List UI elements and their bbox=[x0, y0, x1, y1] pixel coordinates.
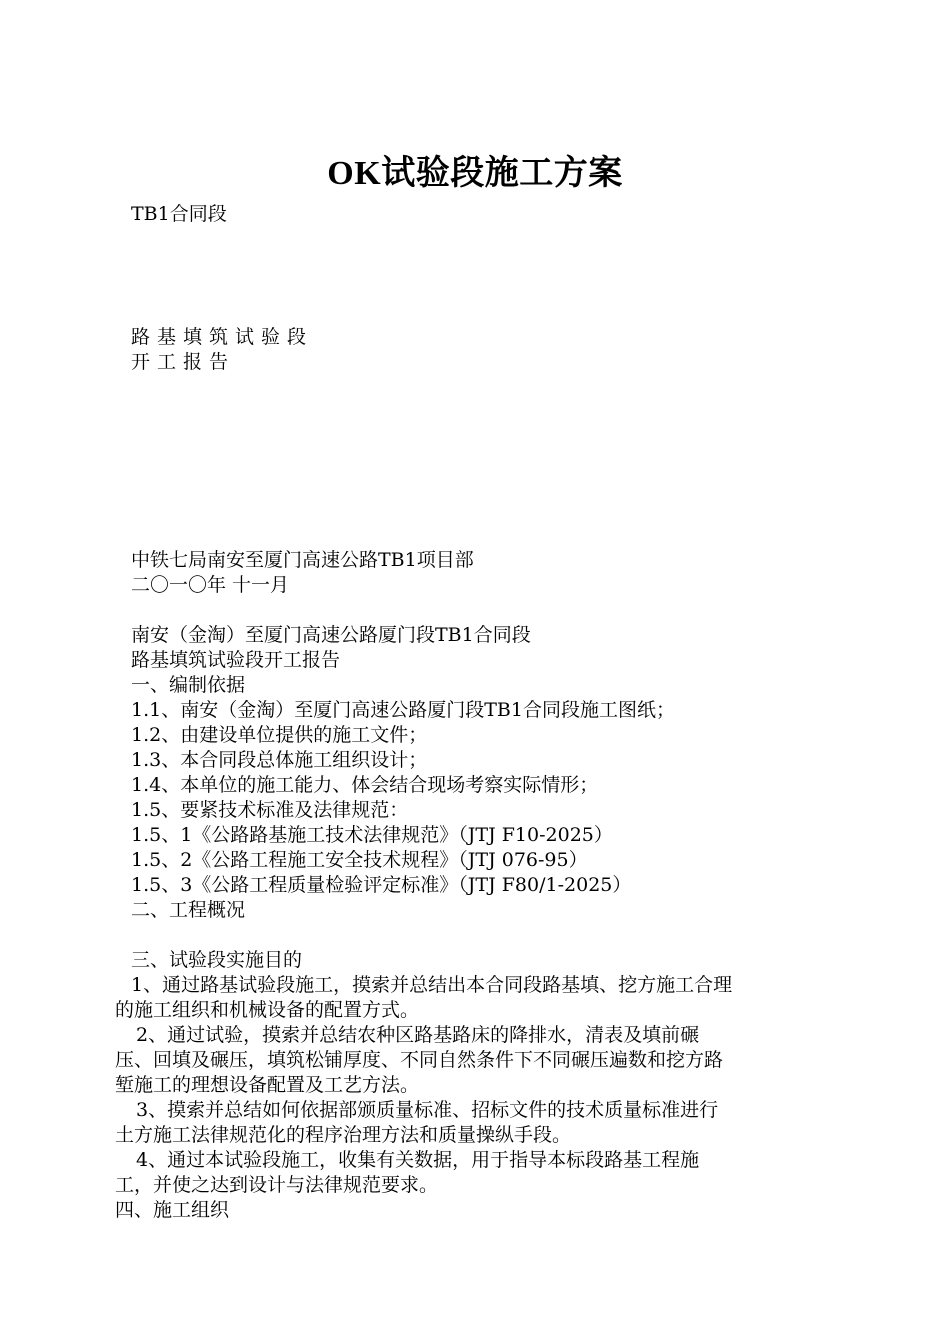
section4-heading: 四、施工组织 bbox=[115, 1199, 230, 1221]
section3-paragraph-1 bbox=[115, 973, 835, 1023]
paragraph-line: 4、通过本试验段施工，收集有关数据，用于指导本标段路基工程施 bbox=[136, 1149, 700, 1171]
report-heading-line1: 南安（金淘）至厦门高速公路厦门段TB1合同段 bbox=[131, 624, 531, 646]
section3-paragraph-4 bbox=[115, 1148, 835, 1198]
paragraph-line: 土方施工法律规范化的程序治理方法和质量操纵手段。 bbox=[115, 1124, 572, 1146]
paragraph-line: 1、通过路基试验段施工，摸索并总结出本合同段路基填、挖方施工合理 bbox=[131, 974, 733, 996]
cover-title-line2: 开工报告 bbox=[131, 351, 236, 373]
section1-item: 1.2、由建设单位提供的施工文件； bbox=[131, 724, 428, 746]
section1-item: 1.5、要紧技术标准及法律规范： bbox=[131, 799, 409, 821]
section3-paragraph-2 bbox=[115, 1023, 835, 1098]
paragraph-line: 2、通过试验，摸索并总结农种区路基路床的降排水，清表及填前碾 bbox=[136, 1024, 700, 1046]
organization: 中铁七局南安至厦门高速公路TB1项目部 bbox=[131, 549, 474, 571]
document-title: OK试验段施工方案 bbox=[327, 155, 623, 192]
section1-item: 1.5、1《公路路基施工技术法律规范》（JTJ F10-2025） bbox=[131, 824, 613, 846]
section1-item: 1.5、2《公路工程施工安全技术规程》（JTJ 076-95） bbox=[131, 849, 588, 871]
section1-heading: 一、编制依据 bbox=[131, 674, 246, 696]
cover-title-line1: 路基填筑试验段 bbox=[131, 326, 314, 348]
report-date: 二〇一〇年 十一月 bbox=[131, 574, 290, 596]
section3-paragraph-3 bbox=[115, 1098, 835, 1148]
paragraph-line: 堑施工的理想设备配置及工艺方法。 bbox=[115, 1074, 420, 1096]
section2-heading: 二、工程概况 bbox=[131, 899, 246, 921]
report-heading-line2: 路基填筑试验段开工报告 bbox=[131, 649, 341, 671]
contract-section: TB1合同段 bbox=[131, 203, 227, 225]
section1-item: 1.4、本单位的施工能力、体会结合现场考察实际情形； bbox=[131, 774, 599, 796]
section1-item: 1.1、南安（金淘）至厦门高速公路厦门段TB1合同段施工图纸； bbox=[131, 699, 675, 721]
paragraph-line: 压、回填及碾压，填筑松铺厚度、不同自然条件下不同碾压遍数和挖方路 bbox=[115, 1049, 724, 1071]
paragraph-line: 的施工组织和机械设备的配置方式。 bbox=[115, 999, 420, 1021]
paragraph-line: 工，并使之达到设计与法律规范要求。 bbox=[115, 1174, 439, 1196]
section1-item: 1.5、3《公路工程质量检验评定标准》（JTJ F80/1-2025） bbox=[131, 874, 632, 896]
section1-item: 1.3、本合同段总体施工组织设计； bbox=[131, 749, 428, 771]
paragraph-line: 3、摸索并总结如何依据部颁质量标准、招标文件的技术质量标准进行 bbox=[136, 1099, 719, 1121]
section3-heading: 三、试验段实施目的 bbox=[131, 949, 303, 971]
